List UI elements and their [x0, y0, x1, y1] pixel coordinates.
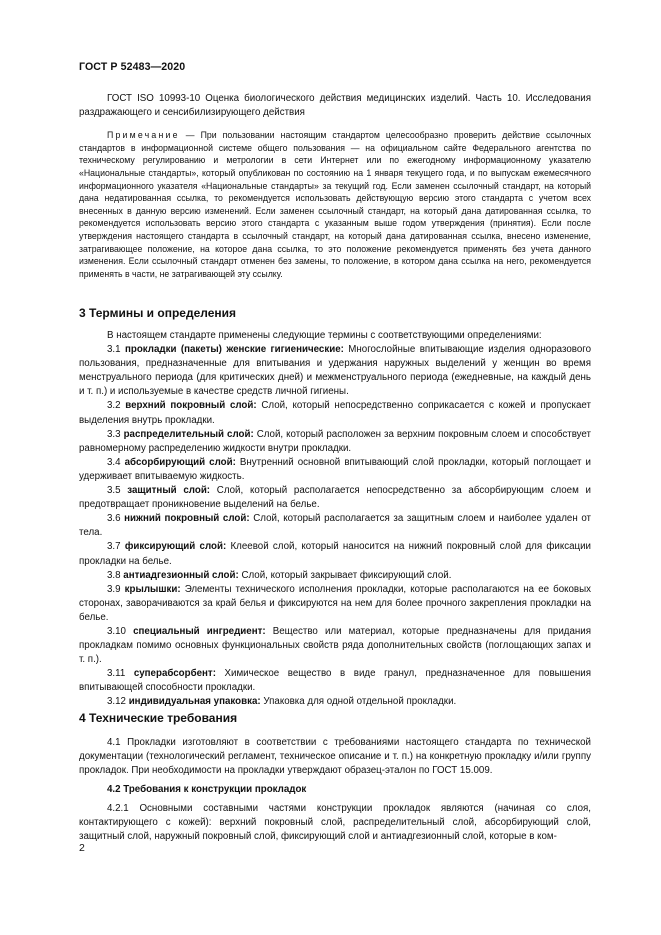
term-definition: [79, 695, 591, 709]
term-definition: [79, 428, 591, 456]
term-name: защитный слой:: [127, 485, 211, 497]
term-name: прокладки (пакеты) женские гигиенические:: [124, 344, 344, 356]
term-name: суперабсорбент:: [133, 668, 216, 680]
term-number: 3.12: [107, 696, 129, 708]
term-definition: [79, 456, 591, 484]
term-text: Многослойные впитывающие изделия одноразового пользования, предназначенные для впитывания и удержания наружных выделений у женщин во время менструального периода (для критических дней) и межменструального периода (ежедневные, на каждый день и т. п.) и используемые в качестве средств личной гигиены.: [79, 344, 592, 398]
note-text: — При пользовании настоящим стандартом целесообразно проверить действие ссылочных стандартов в информационной системе общего пользования — на официальном сайте Федерального агентства по техническому регулированию и метрологии в сети Интернет или по ежегодному информационному указателю «Национальные стандарты», который опубликован по состоянию на 1 января текущего года, и по выпускам ежемесячного информационного указателя «Национальные стандарты» за текущий год. Если заменен ссылочный стандарт, на который дана недатированная ссылка, то рекомендуется использовать действующую версию этого стандарта с учетом всех внесенных в данную версию изменений. Если заменен ссылочный стандарт, на который дана датированная ссылка, то рекомендуется использовать версию этого стандарта с указанным выше годом утверждения (принятия). Если после утверждения настоящего стандарта в ссылочный стандарт, на который дана датированная ссылка, внесено изменение, затрагивающее положение, на которое дана ссылка, то это положение рекомендуется применять без учета данного изменения. Если ссылочный стандарт отменен без замены, то положение, в котором дана ссылка на него, рекомендуется применять в части, не затрагивающей эту ссылку.: [79, 130, 591, 279]
term-text: Элементы технического исполнения прокладки, которые располагаются на ее боковых сторонах, заворачиваются за край белья и фиксируются на нем для более прочного закрепления прокладки на белье.: [79, 583, 591, 623]
term-number: 3.10: [107, 625, 134, 637]
term-text: Слой, который непосредственно соприкасается с кожей и пропускает выделения внутрь прокладки.: [79, 400, 591, 426]
references-block: [79, 92, 591, 280]
term-name: распределительный слой:: [123, 428, 254, 440]
term-text: Клеевой слой, который наносится на нижний покровный слой для фиксации прокладки на белье.: [79, 541, 591, 567]
term-number: 3.8: [107, 569, 124, 581]
term-name: индивидуальная упаковка:: [128, 696, 261, 708]
term-number: 3.3: [107, 428, 124, 440]
term-name: крылышки:: [124, 583, 181, 595]
page-number: 2: [79, 842, 85, 854]
term-name: специальный ингредиент:: [133, 625, 266, 637]
term-name: антиадгезионный слой:: [123, 569, 239, 581]
term-text: Внутренний основной впитывающий слой прокладки, который поглощает и удерживает впитываемую жидкость.: [79, 456, 591, 482]
term-text: Химическое вещество в виде гранул, предназначенное для повышения впитывающей способности прокладки.: [79, 668, 591, 694]
term-text: Слой, который располагается за защитным слоем и наиболее удален от тела.: [79, 513, 591, 539]
term-number: 3.5: [107, 485, 128, 497]
term-definition: [79, 343, 591, 399]
term-definition: [79, 667, 591, 695]
term-definition: [79, 583, 591, 625]
subsection-4-2-title: 4.2 Требования к конструкции прокладок: [107, 784, 307, 796]
term-definition: [79, 569, 591, 583]
term-definition: [79, 512, 591, 540]
term-name: абсорбирующий слой:: [124, 456, 236, 468]
note-paragraph: [79, 129, 591, 280]
clause-4-1: 4.1 Прокладки изготовляют в соответствии с требованиями настоящего стандарта по технической документации (технологический регламент, техническое описание и т. п.) на конкретную прокладку и/или группу прокладок. При необходимости на прокладки утверждают образец-эталон по ГОСТ 15.009.: [79, 737, 591, 777]
term-name: верхний покровный слой:: [125, 400, 257, 412]
term-definition: [79, 484, 591, 512]
reference-item: ГОСТ ISO 10993-10 Оценка биологического действия медицинских изделий. Часть 10. Исследования раздражающего и сенсибилизирующего действия: [79, 93, 591, 119]
term-number: 3.2: [107, 400, 126, 412]
running-header: ГОСТ Р 52483—2020: [79, 61, 186, 73]
term-number: 3.6: [107, 513, 125, 525]
section-3-intro: В настоящем стандарте применены следующие термины с соответствующими определениями:: [107, 330, 542, 341]
clause-4-2-1: 4.2.1 Основными составными частями конструкции прокладок являются (начиная со слоя, контактирующего с кожей): верхний покровный слой, распределительный слой, абсорбирующий слой, защитный слой, наружный покровный слой, фиксирующий слой и антиадгезионный слой, которые в ком-: [79, 803, 591, 843]
term-text: Упаковка для одной отдельной прокладки.: [260, 696, 457, 708]
term-definition: [79, 540, 591, 568]
term-number: 3.1: [107, 344, 125, 356]
term-text: Слой, который располагается непосредственно за абсорбирующим слоем и предотвращает проникновение выделений на белье.: [79, 485, 591, 511]
term-name: фиксирующий слой:: [124, 541, 227, 553]
terms-list: [79, 343, 591, 709]
note-label: Примечание: [107, 130, 180, 141]
term-definition: [79, 625, 591, 667]
term-name: нижний покровный слой:: [124, 513, 250, 525]
term-text: Вещество или материал, которые предназначены для придания прокладкам помимо основных функциональных свойств ряда дополнительных свойств (поглощающих запах и т. п.).: [79, 625, 592, 666]
term-number: 3.7: [107, 541, 125, 553]
section-3: [79, 305, 591, 710]
term-text: Слой, который расположен за верхним покровным слоем и способствует равномерному распределению жидкости внутри прокладки.: [79, 428, 591, 454]
term-number: 3.11: [107, 668, 134, 680]
term-number: 3.4: [107, 456, 125, 468]
term-number: 3.9: [107, 583, 125, 595]
section-4: [79, 710, 591, 845]
section-3-title: 3 Термины и определения: [79, 306, 237, 320]
term-definition: [79, 399, 591, 427]
section-4-title: 4 Технические требования: [79, 711, 238, 725]
term-text: Слой, который закрывает фиксирующий слой.: [238, 569, 452, 581]
